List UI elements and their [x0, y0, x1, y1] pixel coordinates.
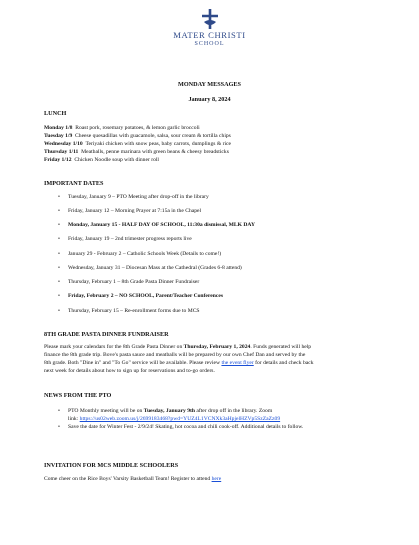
bullet-icon: • [58, 265, 60, 271]
fundraiser-text: finance the 8th grade trip. Bove's pasta sauce and meatballs will be prepared by our own Chef Dan and served by the [44, 352, 306, 358]
lunch-heading: LUNCH [44, 110, 67, 117]
event-flyer-link[interactable]: the event flyer [221, 360, 254, 366]
logo-subtitle: SCHOOL [194, 41, 225, 47]
date-item: Monday, January 15 - HALF DAY OF SCHOOL, 11:30a dismissal, MLK DAY [68, 222, 255, 228]
page-title: MONDAY MESSAGES [178, 81, 241, 88]
bullet-icon: • [58, 308, 60, 314]
fundraiser-text: Please mark your calendars for the 8th Grade Pasta Dinner on Thursday, February 1, 2024. Funds generated will help [44, 344, 312, 350]
invite-text: Come cheer on the Rice Boys' Varsity Basketball Team! Register to attend here [44, 476, 222, 482]
date-item: Friday, January 19 – 2nd trimester progress reports live [68, 236, 192, 242]
date-item: Friday, January 12 – Morning Prayer at 7:15a in the Chapel [68, 208, 202, 214]
date-item: January 29 - February 2 – Catholic Schools Week (Details to come!) [68, 251, 222, 257]
fundraiser-text: next week for details about how to sign up for reservations and to-go orders. [44, 368, 215, 374]
bullet-icon: • [58, 236, 60, 242]
bullet-icon: • [58, 222, 60, 228]
fundraiser-text: 8th grade. Both "Dine in" and "To Go" service will be available. Please review the event flyer for details and check back [44, 360, 314, 366]
bullet-icon: • [58, 208, 60, 214]
register-here-link[interactable]: here [211, 476, 222, 482]
lunch-item: Monday 1/8 Roast pork, rosemary potatoes, & lemon garlic broccoli [44, 125, 200, 131]
date-item: Thursday, February 1 – 8th Grade Pasta Dinner Fundraiser [68, 279, 200, 285]
lunch-item: Friday 1/12 Chicken Noodle soup with dinner roll [44, 157, 159, 163]
zoom-link[interactable]: https://us02web.zoom.us/j/2699183468?pwd=YUZ4L1VCNXk3aHpjelHZVp5SzZaZz09 [79, 416, 281, 422]
page-date: January 8, 2024 [188, 96, 231, 103]
logo-name: MATER CHRISTI [173, 30, 246, 40]
pto-heading: NEWS FROM THE PTO [44, 392, 112, 399]
dates-heading: IMPORTANT DATES [44, 180, 104, 187]
date-item: Friday, February 2 – NO SCHOOL, Parent/Teacher Conferences [68, 293, 224, 299]
date-item: Tuesday, January 9 – PTO Meeting after drop-off in the library [68, 194, 209, 200]
date-item: Wednesday, January 31 – Diocesan Mass at the Cathedral (Grades 6-8 attend) [68, 265, 242, 271]
bullet-icon: • [58, 408, 60, 414]
lunch-item: Thursday 1/11 Meatballs, penne marinara with green beans & cheesy breadsticks [44, 149, 229, 155]
bullet-icon: • [58, 293, 60, 299]
bullet-icon: • [58, 251, 60, 257]
invite-heading: INVITATION FOR MCS MIDDLE SCHOOLERS [44, 462, 179, 469]
fundraiser-heading: 8TH GRADE PASTA DINNER FUNDRAISER [44, 331, 169, 338]
cross-logo-icon [197, 8, 223, 30]
pto-item: PTO Monthly meeting will be on Tuesday, January 9th after drop off in the library. Zoom [68, 408, 273, 414]
bullet-icon: • [58, 279, 60, 285]
lunch-item: Tuesday 1/9 Cheese quesadillas with guacamole, salsa, sour cream & tortilla chips [44, 133, 231, 139]
pto-item: Save the date for Winter Fest - 2/9/24! Skating, hot cocoa and chili cook-off. Additional details to follow. [68, 424, 304, 430]
pto-item: link: https://us02web.zoom.us/j/2699183468?pwd=YUZ4L1VCNXk3aHpjelHZVp5SzZaZz09 [68, 416, 281, 422]
lunch-item: Wednesday 1/10 Teriyaki chicken with snow peas, baby carrots, dumplings & rice [44, 141, 231, 147]
bullet-icon: • [58, 424, 60, 430]
bullet-icon: • [58, 194, 60, 200]
date-item: Thursday, February 15 – Re-enrollment forms due to MCS [68, 308, 200, 314]
